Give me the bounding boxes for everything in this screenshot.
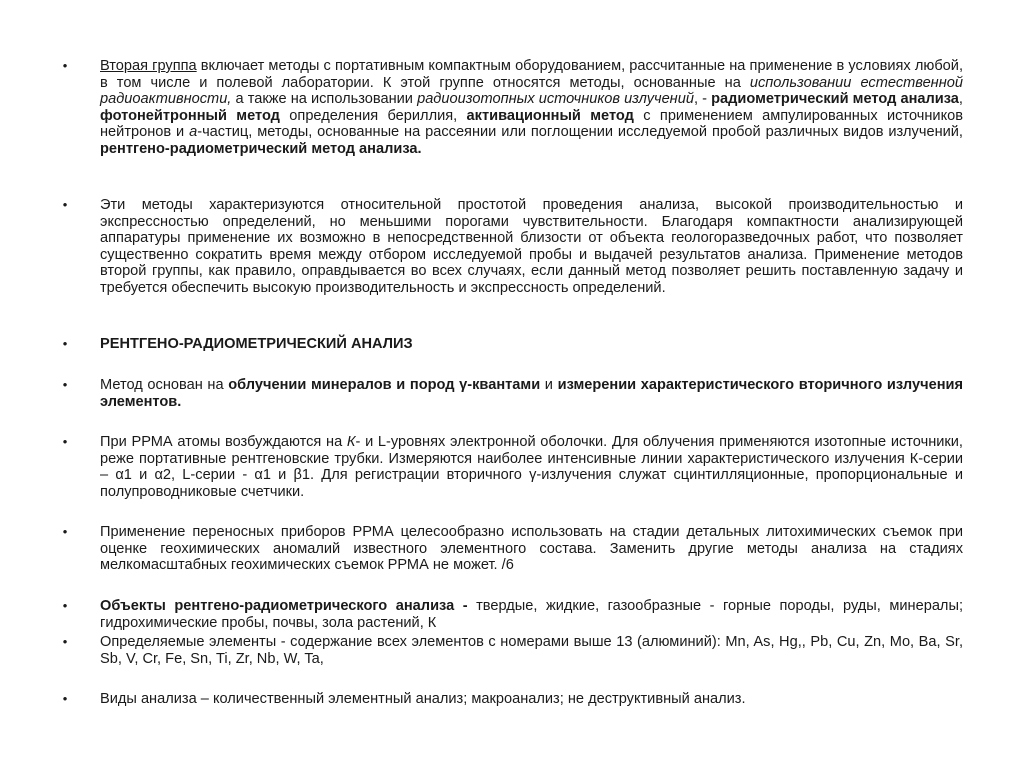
text-segment: с применением ампулированных источников нейтронов и (100, 107, 963, 141)
text-segment: и (540, 377, 558, 393)
text-segment: Метод основан на (100, 377, 229, 393)
bold-text-segment: Объекты рентгено-радиометрического анализа - (100, 598, 477, 614)
bullet-marker: • (62, 377, 68, 392)
text-segment: , - (693, 91, 712, 108)
bold-text-segment: радиометрический метод анализа (711, 91, 959, 108)
text-segment: Виды анализа – количественный элементный анализ; макроанализ; не деструктивный анализ. (100, 691, 746, 707)
bullet-marker: • (62, 634, 68, 649)
bullet-marker: • (62, 434, 68, 449)
text-segment: Применение переносных приборов РРМА целесообразно использовать на стадии детальных литохимических съемок при оценке геохимических аномалий известного элементного состава. Заменить другие методы анализа на стадиях мелкомасштабных геохимических съемок РРМА не может. /6 (100, 524, 963, 574)
paragraph-application (100, 524, 963, 574)
paragraph-method-basis (100, 377, 963, 410)
bullet-marker: • (62, 524, 68, 539)
paragraph-methods-characteristics (100, 197, 963, 297)
section-heading (100, 336, 963, 353)
text-segment: - и L-уровнях электронной оболочки. Для облучения применяются изотопные источники, реже портативные рентгеновские трубки. Измеряются наиболее интенсивные линии характеристического излучения К-серии – α1 и α2, L-серии - α1 и β1. Для регистрации вторичного γ-излучения служат сцинтилляционные, пропорциональные и полупроводниковые счетчики. (100, 434, 963, 500)
text-segment: твердые, жидкие, газообразные - горные породы, руды, минералы; гидрохимические пробы, почвы, зола растений, К (100, 598, 963, 631)
bold-text-segment: рентгено-радиометрический метод анализа. (100, 140, 422, 157)
bullet-marker: • (62, 691, 68, 706)
bold-text-segment: фотонейтронный метод (100, 107, 280, 124)
text-segment: -частиц, методы, основанные на рассеянии или поглощении исследуемой пробой различных видов излучений, (197, 124, 963, 141)
bullet-marker: • (62, 58, 68, 73)
bold-text-segment: измерении характеристического вторичного излучения элементов. (100, 377, 963, 410)
text-segment: Эти методы характеризуются относительной простотой проведения анализа, высокой производительностью и экспрессностью определений, но меньшими порогами чувствительности. Благодаря компактности анализирующей аппаратуры применение их возможно в непосредственной близости от объекта геологоразведочных работ, что позволяет существенно сократить время между отбором исследуемой пробы и выдачей результатов анализа. Применение методов второй группы, как правило, оправдывается во всех случаях, если данный метод позволяет решить поставленную задачу и требуется обеспечить высокую производительность и экспрессность определений. (100, 197, 963, 296)
italic-text-segment: использовании естественной радиоактивности, (100, 74, 963, 108)
paragraph-analysis-objects (100, 598, 963, 631)
bullet-marker: • (62, 598, 68, 613)
text-segment: Определяемые элементы - содержание всех элементов с номерами выше 13 (алюминий): Mn, As, Hg,, Pb, Cu, Zn, Mo, Ba, Sr, Sb, V, Cr, Fe, Sn, Ti, Zr, Nb, W, Ta, (100, 634, 963, 667)
text-segment: определения бериллия, (279, 107, 467, 124)
bullet-marker: • (62, 197, 68, 212)
italic-text-segment: радиоизотопных источников излучений (417, 91, 694, 108)
text-segment: включает методы с портативным компактным оборудованием, рассчитанные на применение в условиях любой, в том числе и полевой лаборатории. К этой группе относятся методы, основанные на (100, 58, 963, 91)
italic-text-segment: a (189, 124, 198, 141)
bold-text-segment: облучении минералов и пород γ-квантами (228, 377, 541, 393)
bold-text-segment: РЕНТГЕНО-РАДИОМЕТРИЧЕСКИЙ АНАЛИЗ (100, 336, 413, 352)
text-segment: а также на использовании (231, 91, 418, 108)
paragraph-determined-elements (100, 634, 963, 667)
paragraph-analysis-types (100, 691, 963, 708)
text-segment: , (958, 91, 963, 108)
paragraph-excitation (100, 434, 963, 500)
text-segment: При РРМА атомы возбуждаются на (100, 434, 347, 450)
bold-text-segment: активационный метод (466, 107, 634, 124)
italic-text-segment: К (346, 434, 356, 450)
bullet-marker: • (62, 336, 68, 351)
underlined-text-segment: Вторая группа (100, 58, 197, 74)
paragraph-second-group (100, 58, 963, 158)
